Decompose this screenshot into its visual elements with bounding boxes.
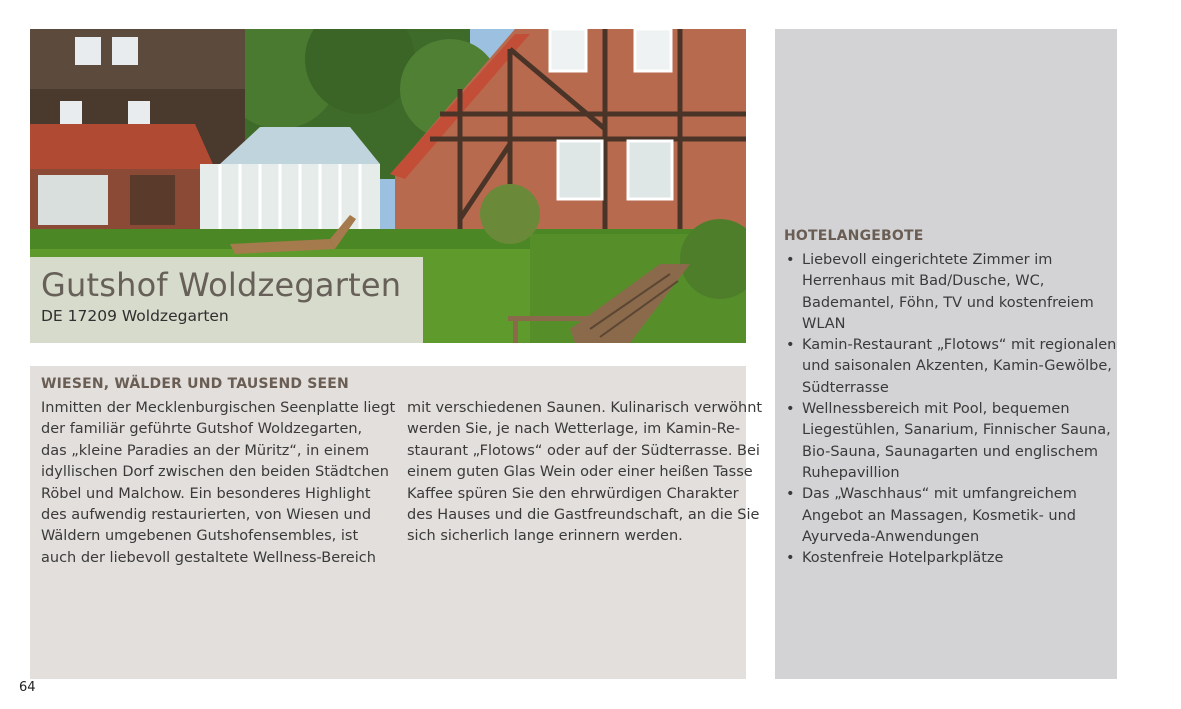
text-line: Röbel und Malchow. Ein besonderes Highlight bbox=[41, 485, 371, 502]
text-line: mit verschiedenen Saunen. Kulinarisch verwöhnt bbox=[407, 400, 763, 416]
text-line: Wäldern umgebenen Gutshofensembles, ist bbox=[41, 528, 359, 545]
text-line: auch der liebevoll gestaltete Wellness-Bereich bbox=[41, 549, 376, 566]
list-line: WLAN bbox=[802, 315, 846, 332]
page-number: 64 bbox=[19, 680, 36, 695]
text-line: idyllischen Dorf zwischen den beiden Städtchen bbox=[41, 464, 389, 481]
list-line: Angebot an Massagen, Kosmetik- und bbox=[802, 507, 1077, 524]
hotel-offers-sidebar bbox=[775, 29, 1117, 679]
text-line: der familiär geführte Gutshof Woldzegarten, bbox=[41, 421, 363, 438]
list-line: Kamin-Restaurant „Flotows“ mit regionalen bbox=[802, 337, 1117, 354]
bullet-icon: • bbox=[786, 252, 795, 268]
text-line: das „kleine Paradies an der Müritz“, in einem bbox=[41, 442, 370, 459]
offers-list bbox=[784, 250, 1117, 569]
list-item bbox=[784, 399, 1114, 484]
bullet-icon: • bbox=[786, 337, 795, 354]
bullet-icon: • bbox=[786, 486, 795, 503]
intro-column-left bbox=[41, 398, 396, 569]
intro-panel bbox=[30, 366, 763, 679]
text-line: des Hauses und die Gastfreundschaft, an die Sie bbox=[407, 507, 760, 524]
list-item bbox=[784, 250, 1114, 335]
bullet-icon: • bbox=[786, 401, 795, 418]
title-box bbox=[30, 257, 423, 343]
text-line: einem guten Glas Wein oder einer heißen Tasse bbox=[407, 464, 753, 481]
list-line: und saisonalen Akzenten, Kamin-Gewölbe, bbox=[802, 358, 1112, 375]
list-line: Liebevoll eingerichtete Zimmer im bbox=[802, 252, 1053, 268]
list-item bbox=[784, 548, 1114, 569]
list-line: Kostenfreie Hotelparkplätze bbox=[802, 550, 1004, 567]
list-line: Das „Waschhaus“ mit umfangreichem bbox=[802, 486, 1077, 503]
list-line: Bio-Sauna, Saunagarten und englischem bbox=[802, 443, 1099, 460]
text-line: Inmitten der Mecklenburgischen Seenplatte liegt bbox=[41, 400, 396, 416]
intro-heading: WIESEN, WÄLDER UND TAUSEND SEEN bbox=[41, 376, 349, 392]
hotel-title: Gutshof Woldzegarten bbox=[41, 266, 402, 304]
hotel-address: DE 17209 Woldzegarten bbox=[41, 307, 229, 325]
text-line: Kaffee spüren Sie den ehrwürdigen Charakter bbox=[407, 485, 739, 502]
text-line: werden Sie, je nach Wetterlage, im Kamin-Re- bbox=[407, 421, 741, 438]
list-line: Ruhepavillion bbox=[802, 464, 900, 481]
list-line: Bademantel, Föhn, TV und kostenfreiem bbox=[802, 294, 1094, 311]
list-line: Südterrasse bbox=[802, 379, 889, 396]
intro-column-right bbox=[407, 398, 763, 548]
text-line: staurant „Flotows“ oder auf der Südterrasse. Bei bbox=[407, 442, 760, 459]
list-item bbox=[784, 484, 1114, 548]
bullet-icon: • bbox=[786, 550, 795, 567]
text-line: des aufwendig restaurierten, von Wiesen und bbox=[41, 507, 372, 524]
list-line: Liegestühlen, Sanarium, Finnischer Sauna, bbox=[802, 422, 1111, 439]
offers-heading: HOTELANGEBOTE bbox=[784, 228, 924, 244]
list-line: Ayurveda-Anwendungen bbox=[802, 528, 980, 545]
list-line: Herrenhaus mit Bad/Dusche, WC, bbox=[802, 273, 1045, 290]
list-item bbox=[784, 335, 1117, 399]
list-line: Wellnessbereich mit Pool, bequemen bbox=[802, 401, 1070, 418]
text-line: sich sicherlich lange erinnern werden. bbox=[407, 528, 683, 545]
